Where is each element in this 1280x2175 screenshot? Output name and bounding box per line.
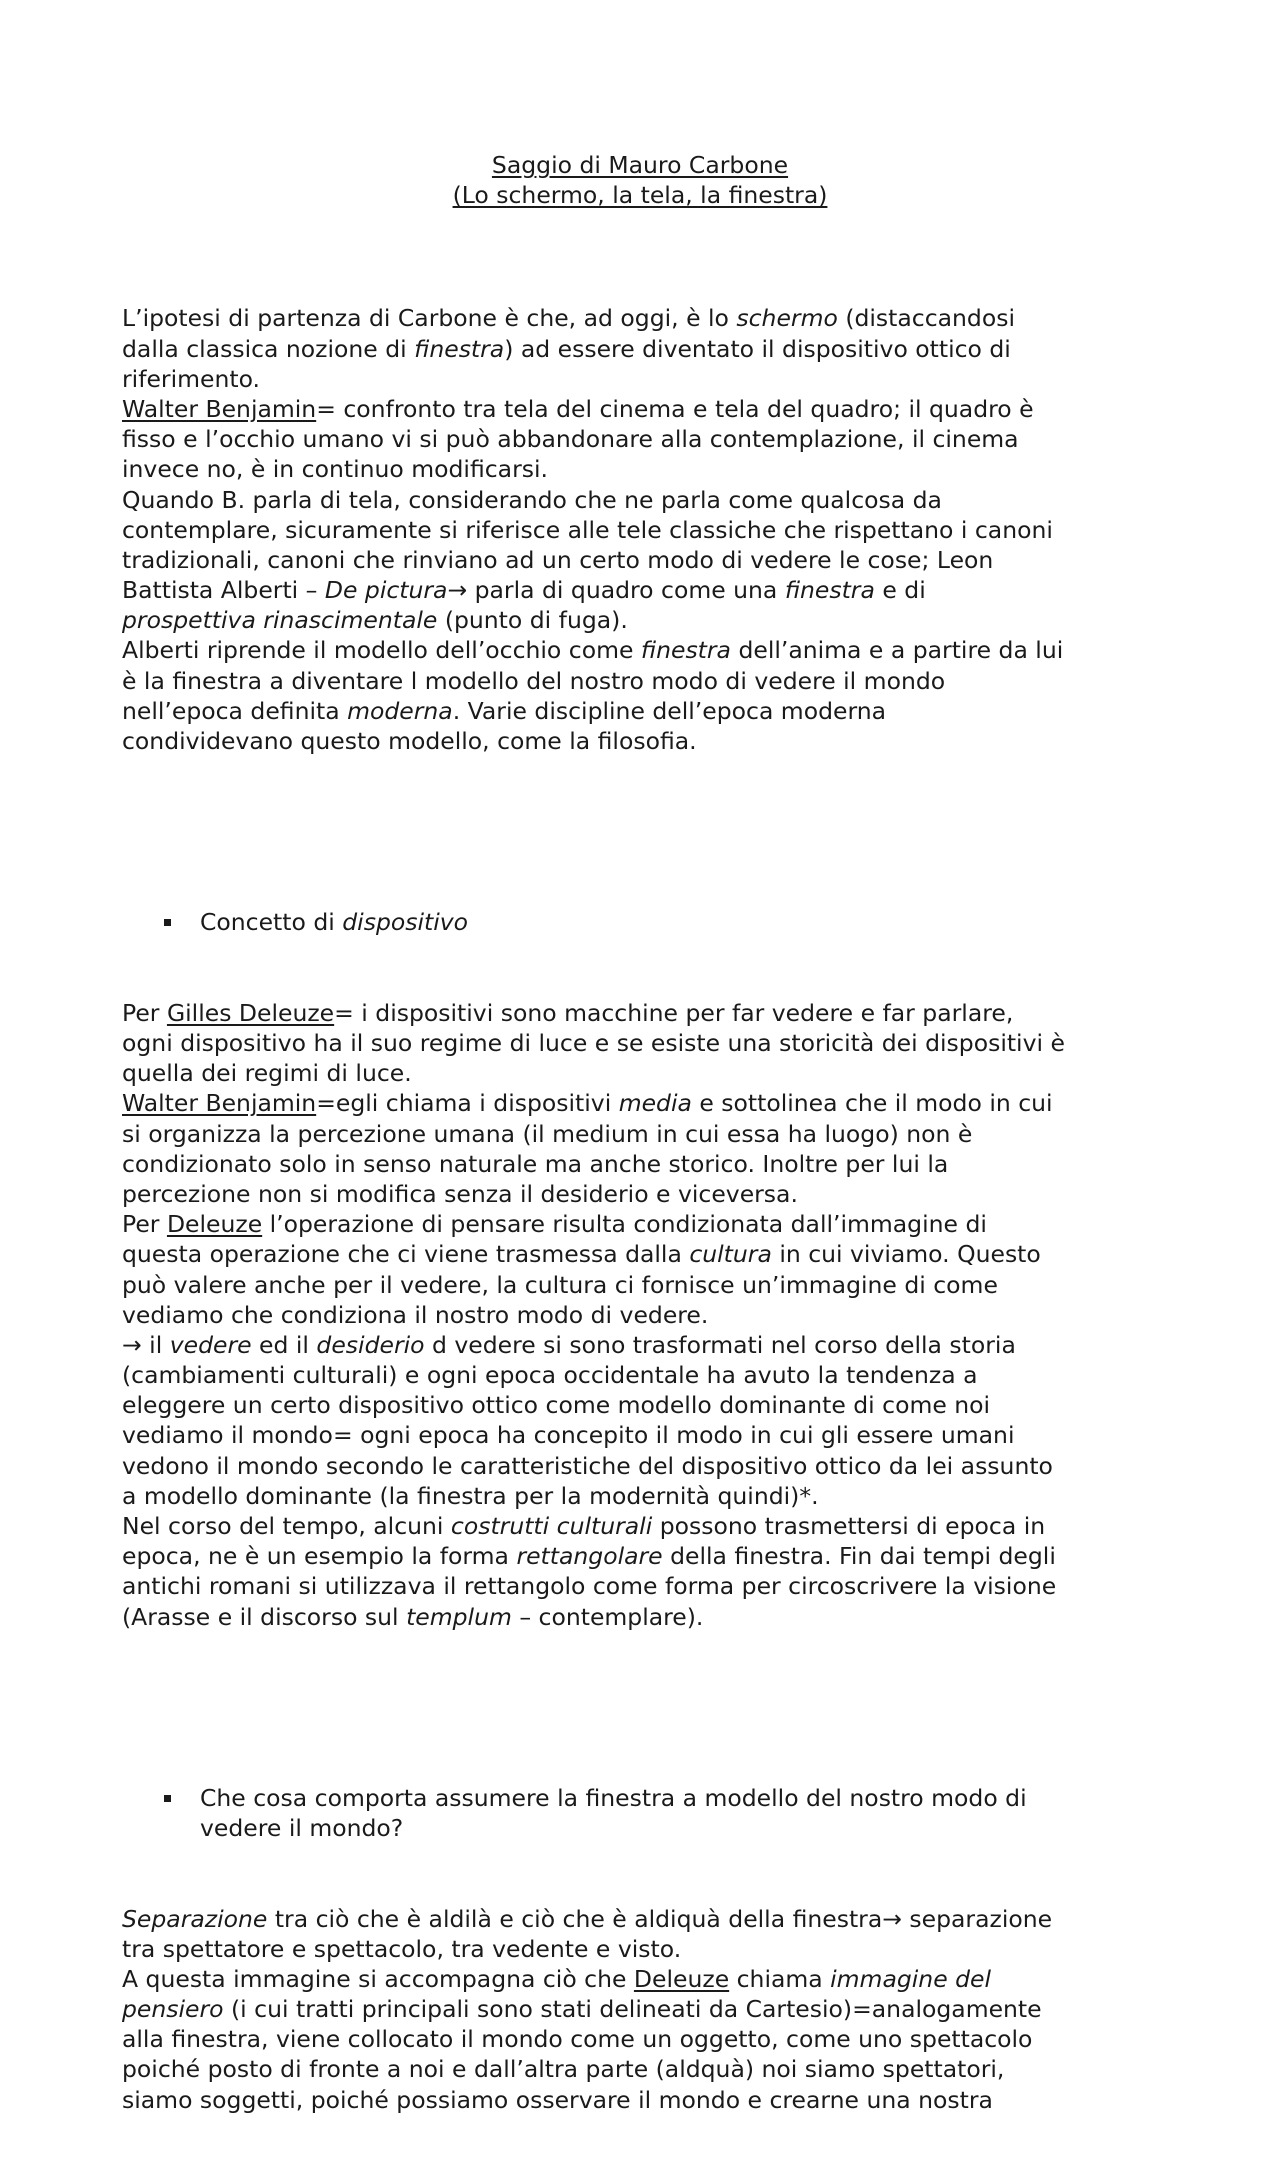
text-run: Nel corso del tempo, alcuni <box>122 1512 451 1540</box>
text-line <box>122 1239 1174 1269</box>
bullet-square-icon <box>164 1795 171 1802</box>
underlined-name: Gilles Deleuze <box>166 998 335 1027</box>
text-line <box>122 1058 1174 1088</box>
text-line <box>122 998 1174 1028</box>
text-run: nell’epoca definita <box>122 696 348 725</box>
text-run: epoca, ne è un esempio la forma <box>122 1542 517 1571</box>
text-run: A questa immagine si accompagna ciò che <box>122 1964 634 1993</box>
text-line <box>122 2085 1174 2115</box>
text-line <box>122 1420 1174 1450</box>
blank-line <box>122 817 1174 847</box>
italic-term: templum <box>406 1602 512 1631</box>
italic-term: moderna <box>347 696 453 725</box>
italic-term: cultura <box>689 1240 772 1269</box>
text-line <box>122 1934 1174 1964</box>
text-line <box>122 545 1174 575</box>
italic-term: pensiero <box>122 1995 224 2024</box>
text-run: antichi romani si utilizzava il rettangolo come forma per circoscrivere la visione <box>122 1572 1057 1601</box>
text-run: vedono il mondo secondo le caratteristiche del dispositivo ottico da lei assunto <box>122 1451 1053 1480</box>
italic-term: desiderio <box>316 1330 425 1359</box>
bullet-text-line <box>122 907 1174 937</box>
text-line <box>122 726 1174 756</box>
text-run: dalla classica nozione di <box>122 334 415 363</box>
bullet-square-icon <box>164 919 171 926</box>
bullet-text-line <box>122 1813 1174 1843</box>
text-run: Alberti riprende il modello dell’occhio come <box>122 636 641 665</box>
italic-term: finestra <box>784 576 875 605</box>
italic-term: rettangolare <box>516 1542 663 1571</box>
text-run: invece no, è in continuo modificarsi. <box>122 455 548 484</box>
text-line <box>122 1390 1174 1420</box>
text-line <box>122 1270 1174 1300</box>
text-line <box>122 1179 1174 1209</box>
text-line <box>122 334 1174 364</box>
text-run: questa operazione che ci viene trasmessa dalla <box>122 1240 690 1269</box>
text-run: condizionato solo in senso naturale ma anche storico. Inoltre per lui la <box>122 1149 949 1178</box>
italic-term: immagine del <box>830 1964 992 1993</box>
text-run: e sottolinea che il modo in cui <box>691 1089 1053 1118</box>
text-run: =egli chiama i dispositivi <box>316 1089 619 1118</box>
text-line <box>122 1088 1174 1118</box>
text-run: (i cui tratti principali sono stati delineati da Cartesio)=analogamente <box>223 1995 1042 2024</box>
italic-term: schermo <box>736 304 838 333</box>
text-run: (punto di fuga). <box>437 606 628 635</box>
text-line <box>122 2054 1174 2084</box>
text-run: in cui viviamo. Questo <box>771 1240 1041 1269</box>
text-line <box>122 394 1174 424</box>
text-run: chiama <box>729 1964 831 1993</box>
italic-term: Separazione <box>122 1904 268 1933</box>
text-run: eleggere un certo dispositivo ottico come modello dominante di come noi <box>122 1391 991 1420</box>
text-line <box>122 1360 1174 1390</box>
text-line <box>122 424 1174 454</box>
bullet-1 <box>122 907 1174 937</box>
text-run: vediamo che condiziona il nostro modo di vedere. <box>122 1300 709 1329</box>
text-run: fisso e l’occhio umano vi si può abbandonare alla contemplazione, il cinema <box>122 425 1019 454</box>
italic-term: dispositivo <box>342 908 469 937</box>
text-run: contemplare, sicuramente si riferisce alle tele classiche che rispettano i canoni <box>122 515 1053 544</box>
text-run: condividevano questo modello, come la filosofia. <box>122 727 697 756</box>
italic-term: prospettiva rinascimentale <box>122 606 438 635</box>
italic-term: finestra <box>640 636 731 665</box>
text-run: Per <box>122 998 167 1027</box>
text-run: e di <box>874 576 926 605</box>
text-run: (distaccandosi <box>837 304 1015 333</box>
text-run: . Varie discipline dell’epoca moderna <box>452 696 886 725</box>
italic-term: costrutti culturali <box>450 1512 653 1540</box>
text-run: – contemplare). <box>511 1602 704 1631</box>
text-run: vedere il mondo? <box>200 1813 404 1842</box>
text-line <box>122 1028 1174 1058</box>
text-run: Quando B. parla di tela, considerando che ne parla come qualcosa da <box>122 485 942 514</box>
text-run: = confronto tra tela del cinema e tela del quadro; il quadro è <box>316 394 1034 423</box>
title-line-2: (Lo schermo, la tela, la finestra) <box>452 181 828 209</box>
text-line <box>122 485 1174 515</box>
italic-term: De pictura <box>324 576 448 605</box>
text-run: è la finestra a diventare l modello del nostro modo di vedere il mondo <box>122 666 946 695</box>
text-line <box>122 1541 1174 1571</box>
text-line <box>122 515 1174 545</box>
text-line <box>122 1149 1174 1179</box>
text-run: (Arasse e il discorso sul <box>122 1602 407 1631</box>
text-line <box>122 1300 1174 1330</box>
text-line <box>122 1209 1174 1239</box>
text-line <box>122 303 1174 333</box>
text-run: ogni dispositivo ha il suo regime di luce e se esiste una storicità dei dispositivi è <box>122 1029 1065 1057</box>
text-run: l’operazione di pensare risulta condizionata dall’immagine di <box>262 1210 987 1239</box>
text-run: (cambiamenti culturali) e ogni epoca occidentale ha avuto la tendenza a <box>122 1361 978 1390</box>
text-run: riferimento. <box>122 364 261 393</box>
bullet-2 <box>122 1783 1174 1843</box>
text-line <box>122 2024 1174 2054</box>
text-run: siamo soggetti, poiché possiamo osservare il mondo e crearne una nostra <box>122 2085 993 2114</box>
text-run: ) ad essere diventato il dispositivo ottico di <box>504 334 1011 363</box>
text-run: quella dei regimi di luce. <box>122 1059 412 1088</box>
text-line <box>122 575 1174 605</box>
italic-term: media <box>618 1089 692 1118</box>
text-run: può valere anche per il vedere, la cultura ci fornisce un’immagine di come <box>122 1270 998 1299</box>
text-line <box>122 1451 1174 1481</box>
text-run: si organizza la percezione umana (il medium in cui essa ha luogo) non è <box>122 1119 973 1148</box>
underlined-name: Walter Benjamin <box>122 1089 317 1118</box>
text-run: a modello dominante (la finestra per la modernità quindi)*. <box>122 1481 819 1510</box>
text-line <box>122 1571 1174 1601</box>
text-run: vediamo il mondo= ogni epoca ha concepito il modo in cui gli essere umani <box>122 1421 1015 1450</box>
text-line <box>122 635 1174 665</box>
text-line <box>122 1511 1174 1541</box>
text-line <box>122 605 1174 635</box>
underlined-name: Deleuze <box>166 1210 263 1239</box>
text-line <box>122 1602 1174 1632</box>
text-run: alla finestra, viene collocato il mondo come un oggetto, come uno spettacolo <box>122 2025 1033 2054</box>
text-run: Che cosa comporta assumere la finestra a modello del nostro modo di <box>200 1783 1027 1812</box>
text-run: poiché posto di fronte a noi e dall’altra parte (aldquà) noi siamo spettatori, <box>122 2055 1005 2084</box>
text-line <box>122 1330 1174 1360</box>
text-run: → parla di quadro come una <box>447 576 785 605</box>
text-line <box>122 1119 1174 1149</box>
text-line <box>122 666 1174 696</box>
bullet-text-line <box>122 1783 1174 1813</box>
blank-line <box>122 1692 1174 1722</box>
text-line <box>122 1994 1174 2024</box>
text-run: tradizionali, canoni che rinviano ad un certo modo di vedere le cose; Leon <box>122 545 994 574</box>
text-line <box>122 364 1174 394</box>
text-run: ed il <box>251 1330 317 1359</box>
italic-term: vedere <box>169 1330 252 1359</box>
text-run: tra spettatore e spettacolo, tra vedente e visto. <box>122 1934 682 1963</box>
text-run: → il <box>122 1330 170 1359</box>
underlined-name: Deleuze <box>633 1964 730 1993</box>
text-run: della finestra. Fin dai tempi degli <box>662 1542 1056 1571</box>
text-run: tra ciò che è aldilà e ciò che è aldiquà della finestra→ separazione <box>267 1904 1053 1933</box>
text-line <box>122 696 1174 726</box>
document-body <box>122 243 1174 2175</box>
text-line <box>122 1481 1174 1511</box>
text-line <box>122 1964 1174 1994</box>
text-run: = i dispositivi sono macchine per far vedere e far parlare, <box>334 998 1014 1027</box>
document-title <box>0 150 1280 210</box>
text-line <box>122 1904 1174 1934</box>
text-run: dell’anima e a partire da lui <box>730 636 1064 665</box>
title-line-1: Saggio di Mauro Carbone <box>491 151 789 179</box>
paragraph-2 <box>122 998 1174 1632</box>
text-run: Battista Alberti – <box>122 576 325 605</box>
text-run: Concetto di <box>200 908 343 937</box>
text-run: percezione non si modifica senza il desiderio e viceversa. <box>122 1179 798 1208</box>
paragraph-3 <box>122 1904 1174 2115</box>
italic-term: finestra <box>414 334 505 363</box>
text-line <box>122 454 1174 484</box>
paragraph-1 <box>122 303 1174 756</box>
underlined-name: Walter Benjamin <box>122 394 317 423</box>
text-run: L’ipotesi di partenza di Carbone è che, ad oggi, è lo <box>122 304 737 333</box>
text-run: possono trasmettersi di epoca in <box>652 1512 1046 1540</box>
text-run: d vedere si sono trasformati nel corso della storia <box>424 1330 1016 1359</box>
text-run: Per <box>122 1210 167 1239</box>
